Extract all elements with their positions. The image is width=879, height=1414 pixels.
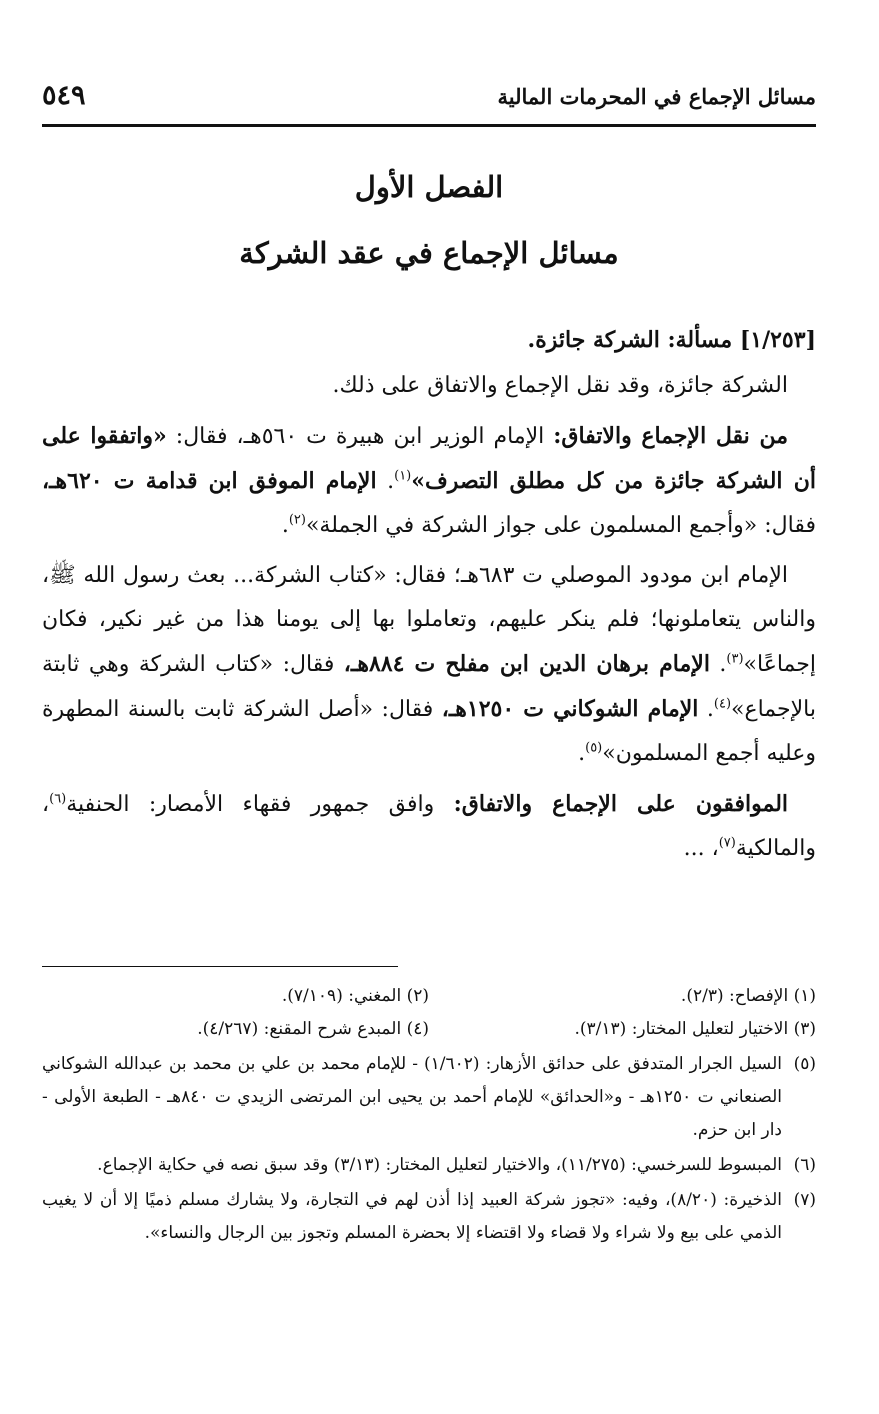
text-span: . xyxy=(578,741,586,766)
text-span: الإمام الوزير ابن هبيرة ت ٥٦٠هـ، فقال: xyxy=(166,424,554,449)
footnote-ref: (٢) xyxy=(288,512,306,528)
footnote-text: الذخيرة: (٨/٢٠)، وفيه: «تجوز شركة العبيد إذا أذن لهم في التجارة، ولا يشارك مسلم ذميًا إلا أن لا يغيب الذمي على بيع ولا شراء ولا قضاء ولا اقتضاء إلا بحضرة المسلم وتجوز بين الرجال والنساء». xyxy=(42,1190,783,1243)
paragraph-intro: الشركة جائزة، وقد نقل الإجماع والاتفاق على ذلك. xyxy=(332,373,788,398)
paragraph-agreeing xyxy=(42,782,816,871)
footnote-2: (٢) المغني: (٧/١٠٩). xyxy=(281,986,429,1006)
paragraph-scholars xyxy=(42,554,816,776)
footnote-ref: (٦) xyxy=(49,791,67,807)
footnote-ref: (٧) xyxy=(718,835,736,851)
book-page xyxy=(42,0,816,1414)
footnote-7 xyxy=(42,1184,816,1250)
footnote-4: (٤) المبدع شرح المقنع: (٤/٢٦٧). xyxy=(197,1019,429,1039)
quote-bold: «واتفقوا على أن الشركة جائزة من كل مطلق التصرف» xyxy=(42,423,816,494)
text-span: . xyxy=(281,513,289,538)
footnote-1: (١) الإفصاح: (٢/٣). xyxy=(680,986,816,1006)
footnote-ref: (٤) xyxy=(713,696,732,712)
text-span: . xyxy=(376,469,395,494)
footnote-ref: (٥) xyxy=(585,740,603,756)
main-text xyxy=(42,318,816,877)
text-span: ، والمالكية xyxy=(42,792,816,861)
text-span: ، ... xyxy=(683,836,719,861)
page-number: ٥٤٩ xyxy=(42,80,86,111)
footnote-5 xyxy=(42,1048,816,1147)
scholar-name: الإمام الموفق ابن قدامة ت ٦٢٠هـ، xyxy=(42,468,377,494)
footnote-number: (٧) xyxy=(793,1190,816,1210)
header-rule xyxy=(42,124,816,127)
text-span: وافق جمهور فقهاء الأمصار: الحنفية xyxy=(66,792,454,817)
scholar-name: الإمام برهان الدين ابن مفلح ت ٨٨٤هـ، xyxy=(343,651,710,677)
text-span: فقال: «وأجمع المسلمون على جواز الشركة في الجملة» xyxy=(305,513,816,538)
text-span: فقال: «كتاب الشركة وهي ثابتة بالإجماع» xyxy=(42,652,816,722)
running-title: مسائل الإجماع في المحرمات المالية xyxy=(497,84,816,109)
footnote-row xyxy=(42,980,816,1013)
paragraph-lead: الموافقون على الإجماع والاتفاق: xyxy=(453,791,789,817)
paragraph-transmitters xyxy=(42,414,816,548)
footnote-3: (٣) الاختيار لتعليل المختار: (٣/١٣). xyxy=(574,1019,816,1039)
footnote-ref: (٣) xyxy=(726,651,744,667)
footnote-number: (٥) xyxy=(793,1054,816,1074)
footnote-row xyxy=(42,1013,816,1046)
issue-heading: [١/٢٥٣] مسألة: الشركة جائزة. xyxy=(527,327,816,353)
footnote-text: المبسوط للسرخسي: (١١/٢٧٥)، والاختيار لتعليل المختار: (٣/١٣) وقد سبق نصه في حكاية الإجماع. xyxy=(97,1155,782,1175)
footnote-text: السيل الجرار المتدفق على حدائق الأزهار: (١/٦٠٢) - للإمام محمد بن علي بن محمد بن عبدالله الشوكاني الصنعاني ت ١٢٥٠هـ - و«الحدائق» للإمام أحمد بن يحيى ابن المرتضى الزيدي ت ٨٤٠هـ - الطبعة الأولى - دار ابن حزم. xyxy=(42,1054,782,1140)
footnote-6 xyxy=(42,1149,816,1182)
running-header xyxy=(42,80,816,120)
text-span: فقال: «أصل الشركة ثابت بالسنة المطهرة وعليه أجمع المسلمون» xyxy=(42,697,816,766)
footnote-ref: (١) xyxy=(394,468,412,484)
text-span: الإمام ابن مودود الموصلي ت ٦٨٣هـ؛ فقال: «كتاب الشركة... بعث رسول الله ﷺ، والناس يتعاملونها؛ فلم ينكر عليهم، وتعاملوا بها إلى يومنا هذا من غير نكير، فكان إجماعًا» xyxy=(42,563,816,677)
footnote-number: (٦) xyxy=(793,1155,816,1175)
text-span: . xyxy=(698,697,714,722)
footnote-rule xyxy=(42,966,398,967)
paragraph-lead: من نقل الإجماع والاتفاق: xyxy=(553,423,788,449)
text-span: . xyxy=(709,652,727,677)
chapter-title: الفصل الأول xyxy=(354,170,504,204)
footnotes xyxy=(42,980,816,1250)
chapter-subtitle: مسائل الإجماع في عقد الشركة xyxy=(239,236,619,270)
scholar-name: الإمام الشوكاني ت ١٢٥٠هـ، xyxy=(441,696,699,722)
